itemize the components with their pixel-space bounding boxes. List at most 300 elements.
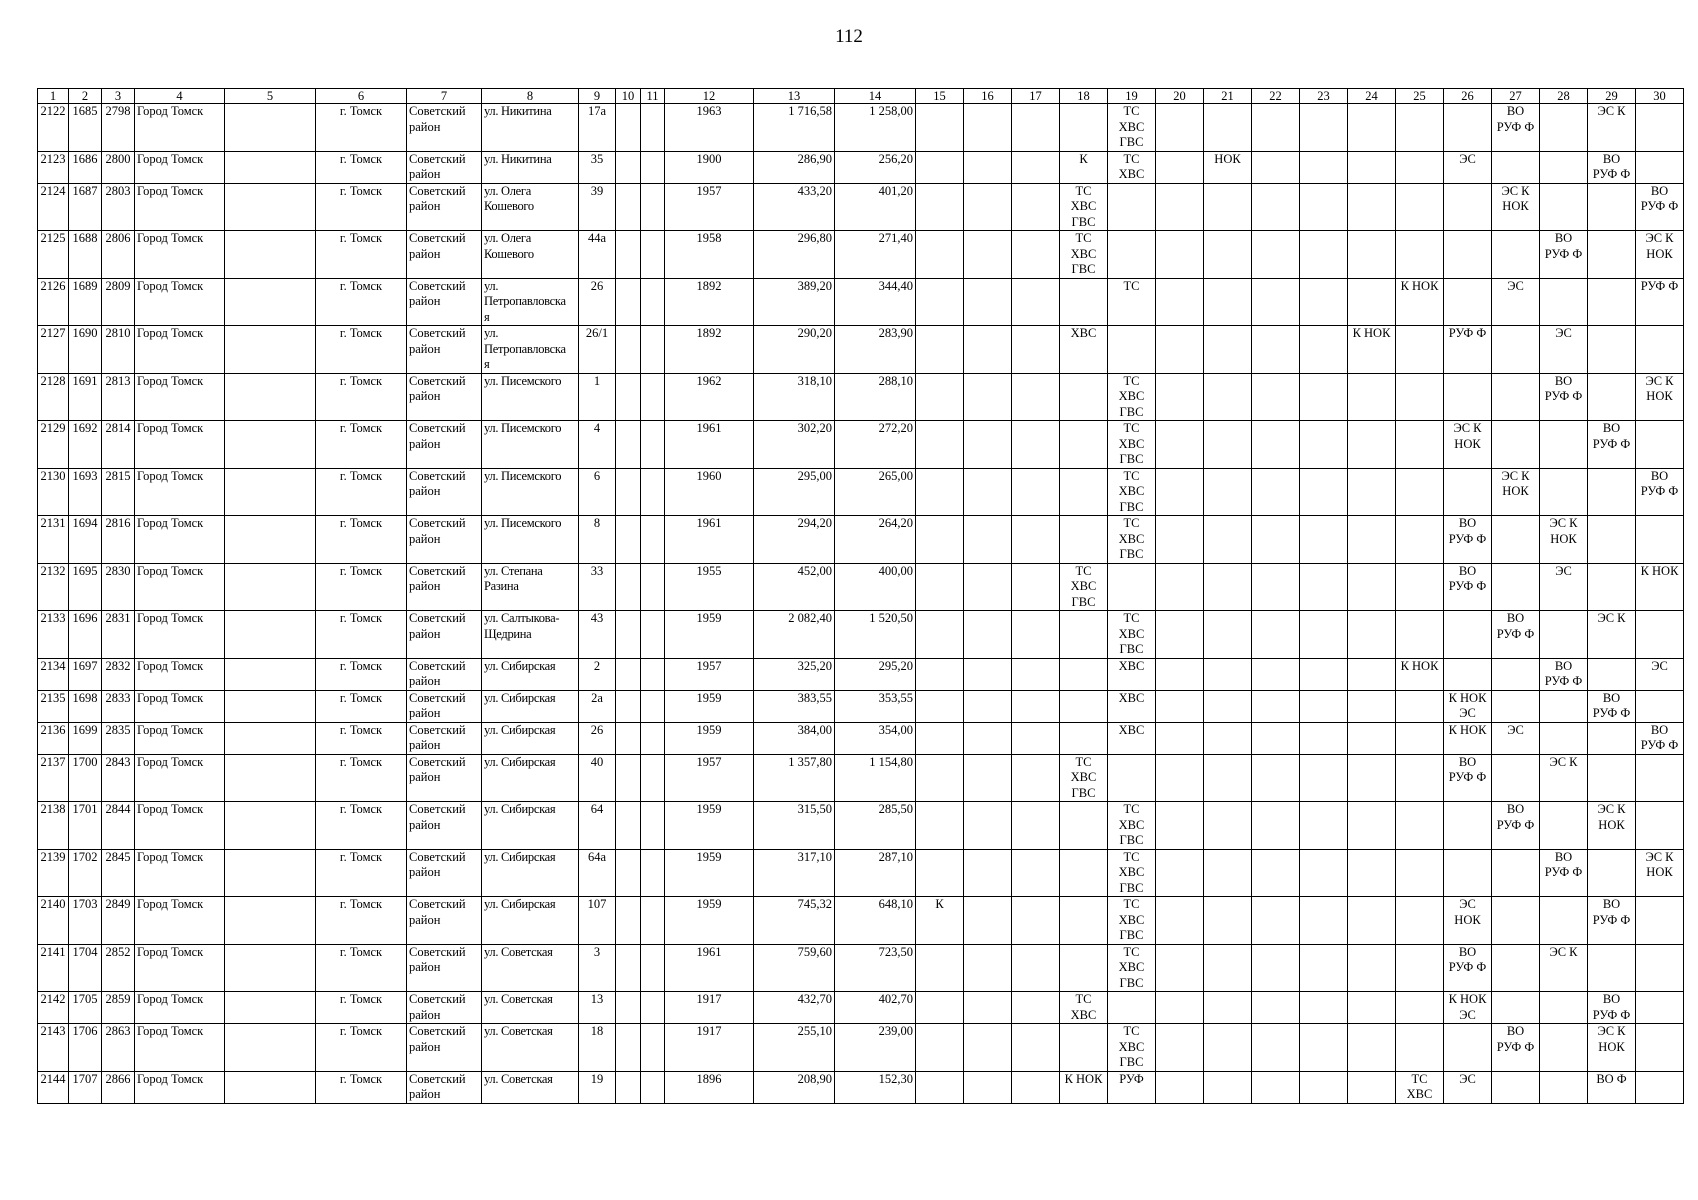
table-cell <box>1012 802 1060 850</box>
table-cell <box>1300 183 1348 231</box>
table-cell <box>1300 421 1348 469</box>
table-cell <box>1204 690 1252 722</box>
table-cell: ВО РУФ Ф <box>1636 722 1684 754</box>
table-cell: 44а <box>579 231 616 279</box>
column-header: 10 <box>616 89 641 104</box>
table-cell <box>1492 516 1540 564</box>
table-cell <box>225 658 316 690</box>
table-cell <box>1012 1071 1060 1103</box>
table-cell: 2859 <box>102 992 135 1024</box>
table-cell <box>1300 1071 1348 1103</box>
table-cell: Город Томск <box>135 421 225 469</box>
table-cell: ТС ХВС ГВС <box>1108 104 1156 152</box>
table-cell <box>1204 1071 1252 1103</box>
table-cell: г. Томск <box>316 278 407 326</box>
table-cell <box>1108 992 1156 1024</box>
column-header: 11 <box>641 89 665 104</box>
table-cell <box>916 1024 964 1072</box>
table-cell: ТС ХВС ГВС <box>1108 849 1156 897</box>
table-cell <box>1012 151 1060 183</box>
table-cell <box>1060 849 1108 897</box>
table-cell <box>225 104 316 152</box>
table-cell <box>616 944 641 992</box>
table-cell: 43 <box>579 611 616 659</box>
table-cell <box>1012 754 1060 802</box>
table-cell: ул. Советская <box>482 1024 579 1072</box>
table-cell <box>916 373 964 421</box>
table-cell: 271,40 <box>835 231 916 279</box>
table-cell: 290,20 <box>754 326 835 374</box>
table-cell: г. Томск <box>316 658 407 690</box>
table-cell <box>1252 183 1300 231</box>
table-cell <box>1396 326 1444 374</box>
table-cell <box>1636 611 1684 659</box>
table-cell <box>1300 611 1348 659</box>
table-cell: 2844 <box>102 802 135 850</box>
table-cell <box>1204 468 1252 516</box>
table-cell: ВО РУФ Ф <box>1540 658 1588 690</box>
column-header: 5 <box>225 89 316 104</box>
table-cell: 1686 <box>69 151 102 183</box>
table-cell: 1701 <box>69 802 102 850</box>
column-header: 9 <box>579 89 616 104</box>
table-cell <box>916 231 964 279</box>
table-cell <box>1060 468 1108 516</box>
table-cell <box>1060 802 1108 850</box>
table-row <box>38 658 1684 690</box>
table-cell: Советский район <box>407 992 482 1024</box>
table-cell: 26 <box>579 278 616 326</box>
table-cell <box>1444 183 1492 231</box>
table-row <box>38 563 1684 611</box>
table-cell: Советский район <box>407 278 482 326</box>
table-cell <box>1396 897 1444 945</box>
table-cell <box>1396 690 1444 722</box>
table-cell <box>1492 690 1540 722</box>
table-cell: Город Томск <box>135 722 225 754</box>
column-header: 21 <box>1204 89 1252 104</box>
table-cell <box>1300 897 1348 945</box>
table-cell: 107 <box>579 897 616 945</box>
table-cell: 2129 <box>38 421 69 469</box>
table-cell <box>1540 278 1588 326</box>
table-cell <box>641 849 665 897</box>
table-cell <box>1492 151 1540 183</box>
table-cell: 2132 <box>38 563 69 611</box>
table-cell <box>1492 944 1540 992</box>
table-cell: Советский район <box>407 754 482 802</box>
table-cell: ВО РУФ Ф <box>1444 944 1492 992</box>
table-row <box>38 849 1684 897</box>
table-cell <box>1060 104 1108 152</box>
table-cell <box>616 849 641 897</box>
table-cell <box>641 722 665 754</box>
column-header: 4 <box>135 89 225 104</box>
table-cell: 2831 <box>102 611 135 659</box>
table-cell: 1962 <box>665 373 754 421</box>
table-row <box>38 468 1684 516</box>
column-header: 7 <box>407 89 482 104</box>
table-cell <box>1636 151 1684 183</box>
table-cell: 1955 <box>665 563 754 611</box>
table-cell <box>641 1024 665 1072</box>
table-cell <box>1588 326 1636 374</box>
table-cell: 288,10 <box>835 373 916 421</box>
table-cell: ТС ХВС ГВС <box>1060 754 1108 802</box>
table-cell: 1693 <box>69 468 102 516</box>
table-cell <box>1348 231 1396 279</box>
table-cell <box>1348 183 1396 231</box>
table-cell <box>1444 104 1492 152</box>
table-cell <box>225 183 316 231</box>
table-cell: 265,00 <box>835 468 916 516</box>
table-cell: 64 <box>579 802 616 850</box>
table-cell <box>1348 611 1396 659</box>
table-cell: г. Томск <box>316 1071 407 1103</box>
table-cell: ВО РУФ Ф <box>1540 849 1588 897</box>
table-cell <box>964 183 1012 231</box>
table-cell: 2133 <box>38 611 69 659</box>
table-cell: г. Томск <box>316 516 407 564</box>
table-cell <box>1348 278 1396 326</box>
table-cell <box>1204 611 1252 659</box>
table-cell <box>616 611 641 659</box>
column-header: 28 <box>1540 89 1588 104</box>
table-cell: РУФ Ф <box>1444 326 1492 374</box>
table-cell <box>1204 992 1252 1024</box>
table-cell: 2а <box>579 690 616 722</box>
table-cell: ВО РУФ Ф <box>1492 802 1540 850</box>
table-cell: Советский район <box>407 1071 482 1103</box>
table-cell <box>616 722 641 754</box>
table-cell: ЭС НОК <box>1444 897 1492 945</box>
table-cell <box>1348 944 1396 992</box>
table-cell <box>1252 326 1300 374</box>
table-cell: 1892 <box>665 326 754 374</box>
table-cell: ЭС <box>1636 658 1684 690</box>
table-cell <box>1204 658 1252 690</box>
table-cell: НОК <box>1204 151 1252 183</box>
table-cell: ул. Советская <box>482 992 579 1024</box>
table-cell <box>1492 326 1540 374</box>
table-cell <box>1444 802 1492 850</box>
table-cell: 1695 <box>69 563 102 611</box>
table-cell: 1961 <box>665 944 754 992</box>
table-cell <box>1348 468 1396 516</box>
table-cell <box>1348 516 1396 564</box>
table-cell <box>1300 658 1348 690</box>
table-cell: 64а <box>579 849 616 897</box>
table-cell <box>1540 151 1588 183</box>
table-cell <box>916 658 964 690</box>
table-cell: ВО РУФ Ф <box>1492 104 1540 152</box>
table-cell <box>1012 468 1060 516</box>
table-cell: ТС ХВС ГВС <box>1108 1024 1156 1072</box>
table-row <box>38 992 1684 1024</box>
table-cell <box>225 373 316 421</box>
table-cell: ЭС <box>1444 151 1492 183</box>
column-header: 8 <box>482 89 579 104</box>
table-cell <box>1252 658 1300 690</box>
table-cell <box>1012 183 1060 231</box>
table-cell: г. Томск <box>316 326 407 374</box>
table-cell <box>1348 754 1396 802</box>
table-cell: Город Томск <box>135 992 225 1024</box>
table-row <box>38 421 1684 469</box>
table-cell <box>1444 373 1492 421</box>
table-cell: Город Томск <box>135 278 225 326</box>
table-cell <box>1156 1071 1204 1103</box>
table-cell <box>1204 563 1252 611</box>
table-cell <box>1348 421 1396 469</box>
table-cell <box>1156 421 1204 469</box>
table-cell: 40 <box>579 754 616 802</box>
table-cell: Советский район <box>407 468 482 516</box>
table-cell: 433,20 <box>754 183 835 231</box>
table-cell <box>964 611 1012 659</box>
table-cell: 2125 <box>38 231 69 279</box>
table-cell <box>1492 373 1540 421</box>
table-cell <box>1012 104 1060 152</box>
table-cell: 1689 <box>69 278 102 326</box>
table-cell: ВО РУФ Ф <box>1444 563 1492 611</box>
table-cell: ВО РУФ Ф <box>1540 231 1588 279</box>
table-cell: 2809 <box>102 278 135 326</box>
table-cell: Советский район <box>407 104 482 152</box>
table-cell <box>616 326 641 374</box>
table-cell: РУФ <box>1108 1071 1156 1103</box>
table-cell <box>1252 992 1300 1024</box>
table-cell <box>641 754 665 802</box>
table-cell <box>1636 992 1684 1024</box>
table-cell: Советский район <box>407 421 482 469</box>
table-cell: Город Томск <box>135 944 225 992</box>
table-cell: 1959 <box>665 690 754 722</box>
table-cell: 255,10 <box>754 1024 835 1072</box>
table-cell <box>616 104 641 152</box>
table-cell: ЭС <box>1540 326 1588 374</box>
table-cell: ЭС <box>1444 1071 1492 1103</box>
table-cell: РУФ Ф <box>1636 278 1684 326</box>
table-cell: 745,32 <box>754 897 835 945</box>
table-cell: 452,00 <box>754 563 835 611</box>
table-cell <box>1012 278 1060 326</box>
table-cell <box>1300 231 1348 279</box>
table-cell: 18 <box>579 1024 616 1072</box>
table-cell <box>225 754 316 802</box>
table-row <box>38 611 1684 659</box>
table-cell <box>1396 754 1444 802</box>
table-cell <box>1300 151 1348 183</box>
table-cell <box>964 944 1012 992</box>
table-cell: 1697 <box>69 658 102 690</box>
table-cell <box>641 373 665 421</box>
table-cell: ЭС К <box>1540 944 1588 992</box>
table-row <box>38 516 1684 564</box>
table-cell: 2845 <box>102 849 135 897</box>
table-cell: ул. Писемского <box>482 421 579 469</box>
table-cell: 256,20 <box>835 151 916 183</box>
table-cell: К НОК <box>1396 658 1444 690</box>
table-cell: ВО РУФ Ф <box>1588 421 1636 469</box>
table-cell <box>1540 611 1588 659</box>
table-cell: Город Томск <box>135 611 225 659</box>
table-cell: 285,50 <box>835 802 916 850</box>
table-cell: Советский район <box>407 326 482 374</box>
table-cell: г. Томск <box>316 690 407 722</box>
table-cell <box>916 690 964 722</box>
table-cell <box>964 1071 1012 1103</box>
table-cell: ТС ХВС ГВС <box>1108 802 1156 850</box>
table-cell: 2843 <box>102 754 135 802</box>
table-cell <box>1252 563 1300 611</box>
table-cell: 35 <box>579 151 616 183</box>
table-cell <box>1108 754 1156 802</box>
table-cell: ул. Советская <box>482 1071 579 1103</box>
table-cell: ЭС К <box>1588 611 1636 659</box>
table-cell <box>964 1024 1012 1072</box>
table-cell <box>1348 690 1396 722</box>
table-cell <box>1156 611 1204 659</box>
table-cell <box>916 278 964 326</box>
table-cell <box>1252 1024 1300 1072</box>
table-cell <box>616 516 641 564</box>
table-cell <box>1540 722 1588 754</box>
table-cell: г. Томск <box>316 231 407 279</box>
table-cell <box>1444 1024 1492 1072</box>
table-cell <box>1156 231 1204 279</box>
table-cell <box>1540 802 1588 850</box>
table-cell <box>1108 231 1156 279</box>
table-cell <box>1300 1024 1348 1072</box>
table-cell <box>641 611 665 659</box>
table-cell: 759,60 <box>754 944 835 992</box>
column-number-row <box>38 89 1684 104</box>
table-cell <box>964 992 1012 1024</box>
table-cell <box>225 563 316 611</box>
table-cell: 1917 <box>665 1024 754 1072</box>
table-cell: 2130 <box>38 468 69 516</box>
table-cell: 1705 <box>69 992 102 1024</box>
table-cell <box>225 516 316 564</box>
table-cell <box>964 897 1012 945</box>
table-cell <box>225 326 316 374</box>
table-cell: 1 258,00 <box>835 104 916 152</box>
table-cell: 2835 <box>102 722 135 754</box>
table-cell <box>1348 373 1396 421</box>
table-cell: ул. Сибирская <box>482 849 579 897</box>
table-cell: ул. Салтыкова- Щедрина <box>482 611 579 659</box>
table-cell <box>616 468 641 516</box>
table-cell: 2800 <box>102 151 135 183</box>
table-cell <box>1060 611 1108 659</box>
table-cell: 1959 <box>665 802 754 850</box>
table-cell <box>1012 944 1060 992</box>
table-cell: 2134 <box>38 658 69 690</box>
table-cell <box>1492 563 1540 611</box>
table-cell <box>641 421 665 469</box>
table-cell <box>1588 231 1636 279</box>
table-cell <box>616 183 641 231</box>
table-cell: 354,00 <box>835 722 916 754</box>
table-cell: 401,20 <box>835 183 916 231</box>
table-cell <box>1252 231 1300 279</box>
table-cell: 1 <box>579 373 616 421</box>
table-cell <box>1156 468 1204 516</box>
table-cell: 1700 <box>69 754 102 802</box>
table-cell <box>616 421 641 469</box>
table-cell <box>1636 690 1684 722</box>
table-cell <box>1156 802 1204 850</box>
table-cell <box>964 563 1012 611</box>
table-cell <box>1156 183 1204 231</box>
table-cell: ТС ХВС ГВС <box>1108 421 1156 469</box>
table-cell: 353,55 <box>835 690 916 722</box>
table-cell: ул. Сибирская <box>482 897 579 945</box>
table-cell <box>1012 611 1060 659</box>
table-cell: 1 520,50 <box>835 611 916 659</box>
table-cell <box>616 373 641 421</box>
table-cell <box>916 151 964 183</box>
table-cell: ТС ХВС ГВС <box>1108 944 1156 992</box>
table-cell: Город Томск <box>135 104 225 152</box>
table-row <box>38 104 1684 152</box>
table-cell: 1694 <box>69 516 102 564</box>
table-cell <box>1204 722 1252 754</box>
table-cell: 2863 <box>102 1024 135 1072</box>
table-cell <box>1444 611 1492 659</box>
table-cell <box>1204 849 1252 897</box>
table-cell: 287,10 <box>835 849 916 897</box>
table-cell: ХВС <box>1108 690 1156 722</box>
table-cell <box>1252 468 1300 516</box>
table-cell <box>641 658 665 690</box>
table-cell <box>916 516 964 564</box>
table-cell: 315,50 <box>754 802 835 850</box>
table-cell: 318,10 <box>754 373 835 421</box>
table-cell: 26 <box>579 722 616 754</box>
table-cell: ЭС <box>1540 563 1588 611</box>
table-cell <box>1204 183 1252 231</box>
table-cell <box>1252 849 1300 897</box>
table-cell <box>1348 802 1396 850</box>
table-cell <box>1252 611 1300 659</box>
table-cell: Город Томск <box>135 151 225 183</box>
table-cell <box>1444 278 1492 326</box>
table-cell: Советский район <box>407 563 482 611</box>
table-cell: г. Томск <box>316 802 407 850</box>
table-cell <box>616 802 641 850</box>
table-cell <box>1540 421 1588 469</box>
table-cell: г. Томск <box>316 849 407 897</box>
column-header: 12 <box>665 89 754 104</box>
table-cell <box>641 516 665 564</box>
table-cell: ЭС К НОК <box>1444 421 1492 469</box>
table-cell <box>1204 104 1252 152</box>
table-cell: ТС ХВС <box>1060 992 1108 1024</box>
table-cell: 2810 <box>102 326 135 374</box>
table-cell <box>916 802 964 850</box>
table-cell <box>1156 151 1204 183</box>
table-cell: ВО РУФ Ф <box>1444 754 1492 802</box>
table-cell: Город Томск <box>135 563 225 611</box>
column-header: 20 <box>1156 89 1204 104</box>
table-cell <box>1444 468 1492 516</box>
table-cell: ВО РУФ Ф <box>1588 690 1636 722</box>
table-cell <box>1060 373 1108 421</box>
table-cell: ЭС <box>1492 278 1540 326</box>
table-cell: 1957 <box>665 183 754 231</box>
